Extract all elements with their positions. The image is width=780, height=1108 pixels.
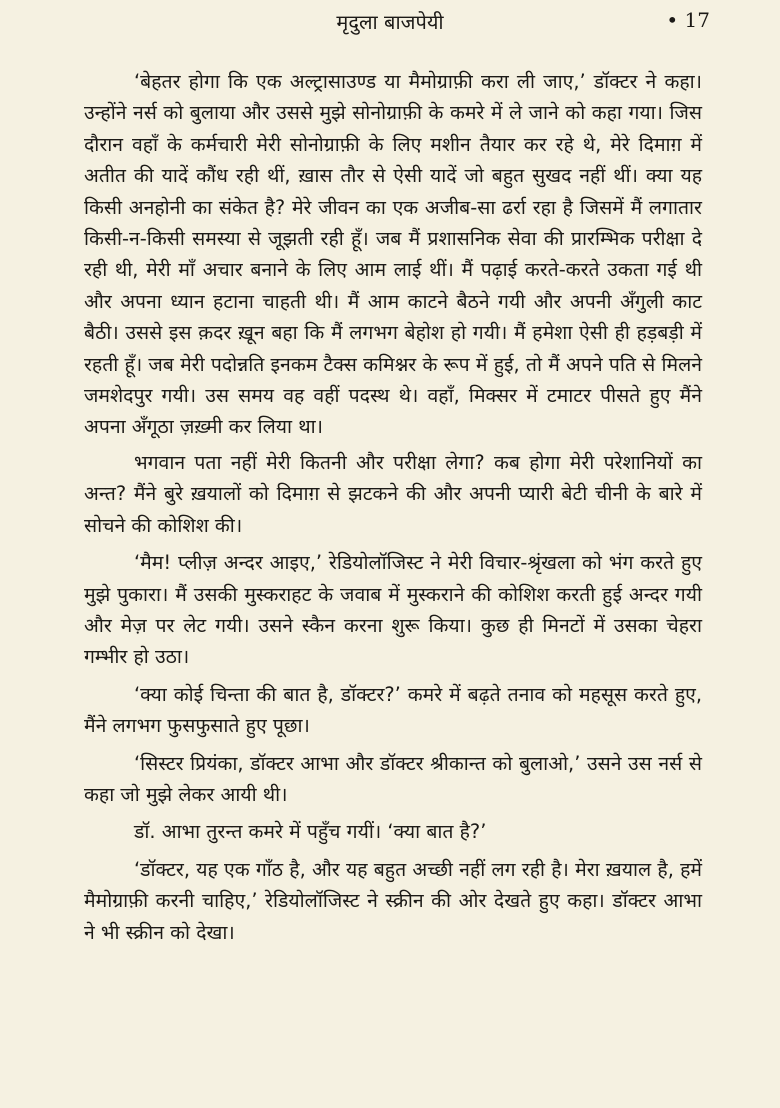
paragraph: ‘बेहतर होगा कि एक अल्ट्रासाउण्ड या मैमोग्राफ़ी करा ली जाए,’ डॉक्टर ने कहा। उन्होंने नर्स को बुलाया और उससे मुझे सोनोग्राफ़ी के कमरे में ले जाने को कहा गया। जिस दौरान वहाँ के कर्मचारी मेरी सोनोग्राफ़ी के लिए मशीन तैयार कर रहे थे, मेरे दिमाग़ में अतीत की यादें कौंध रही थीं, ख़ास तौर से ऐसी यादें जो बहुत सुखद नहीं थीं। क्या यह किसी अनहोनी का संकेत है? मेरे जीवन का एक अजीब-सा ढर्रा रहा है जिसमें मैं लगातार किसी-न-किसी समस्या से जूझती रही हूँ। जब मैं प्रशासनिक सेवा की प्रारम्भिक परीक्षा दे रही थी, मेरी माँ अचार बनाने के लिए आम लाई थीं। मैं पढ़ाई करते-करते उकता गई थी और अपना ध्यान हटाना चाहती थी। मैं आम काटने बैठने गयी और अपनी अँगुली काट बैठी। उससे इस क़दर ख़ून बहा कि मैं लगभग बेहोश हो गयी। मैं हमेशा ऐसी ही हड़बड़ी में रहती हूँ। जब मेरी पदोन्नति इनकम टैक्स कमिश्नर के रूप में हुई, तो मैं अपने पति से मिलने जमशेदपुर गयी। उस समय वह वहीं पदस्थ थे। वहाँ, मिक्सर में टमाटर पीसते हुए मैंने अपना अँगूठा ज़ख़्मी कर लिया था। (84, 70, 702, 439)
page-number: • 17 (666, 8, 710, 32)
page-header (0, 6, 780, 42)
running-title: मृदुला बाजपेयी (336, 10, 444, 34)
paragraph: ‘क्या कोई चिन्ता की बात है, डॉक्टर?’ कमरे में बढ़ते तनाव को महसूस करते हुए, मैंने लगभग फुसफुसाते हुए पूछा। (84, 682, 702, 738)
paragraph: डॉ. आभा तुरन्त कमरे में पहुँच गयीं। ‘क्या बात है?’ (134, 820, 487, 844)
paragraph: ‘मैम! प्लीज़ अन्दर आइए,’ रेडियोलॉजिस्ट ने मेरी विचार-श्रृंखला को भंग करते हुए मुझे पुकारा। मैं उसकी मुस्कराहट के जवाब में मुस्कराने की कोशिश करती हुई अन्दर गयी और मेज़ पर लेट गयी। उसने स्कैन करना शुरू किया। कुछ ही मिनटों में उसका चेहरा गम्भीर हो उठा। (84, 551, 702, 669)
paragraph: ‘सिस्टर प्रियंका, डॉक्टर आभा और डॉक्टर श्रीकान्त को बुलाओ,’ उसने उस नर्स से कहा जो मुझे लेकर आयी थी। (84, 751, 702, 806)
paragraph: ‘डॉक्टर, यह एक गाँठ है, और यह बहुत अच्छी नहीं लग रही है। मेरा ख़याल है, हमें मैमोग्राफ़ी करनी चाहिए,’ रेडियोलॉजिस्ट ने स्क्रीन की ओर देखते हुए कहा। डॉक्टर आभा ने भी स्क्रीन को देखा। (84, 857, 702, 944)
body-text (84, 66, 702, 954)
paragraph: भगवान पता नहीं मेरी कितनी और परीक्षा लेगा? कब होगा मेरी परेशानियों का अन्त? मैंने बुरे ख़यालों को दिमाग़ से झटकने की और अपनी प्यारी बेटी चीनी के बारे में सोचने की कोशिश की। (84, 450, 702, 537)
